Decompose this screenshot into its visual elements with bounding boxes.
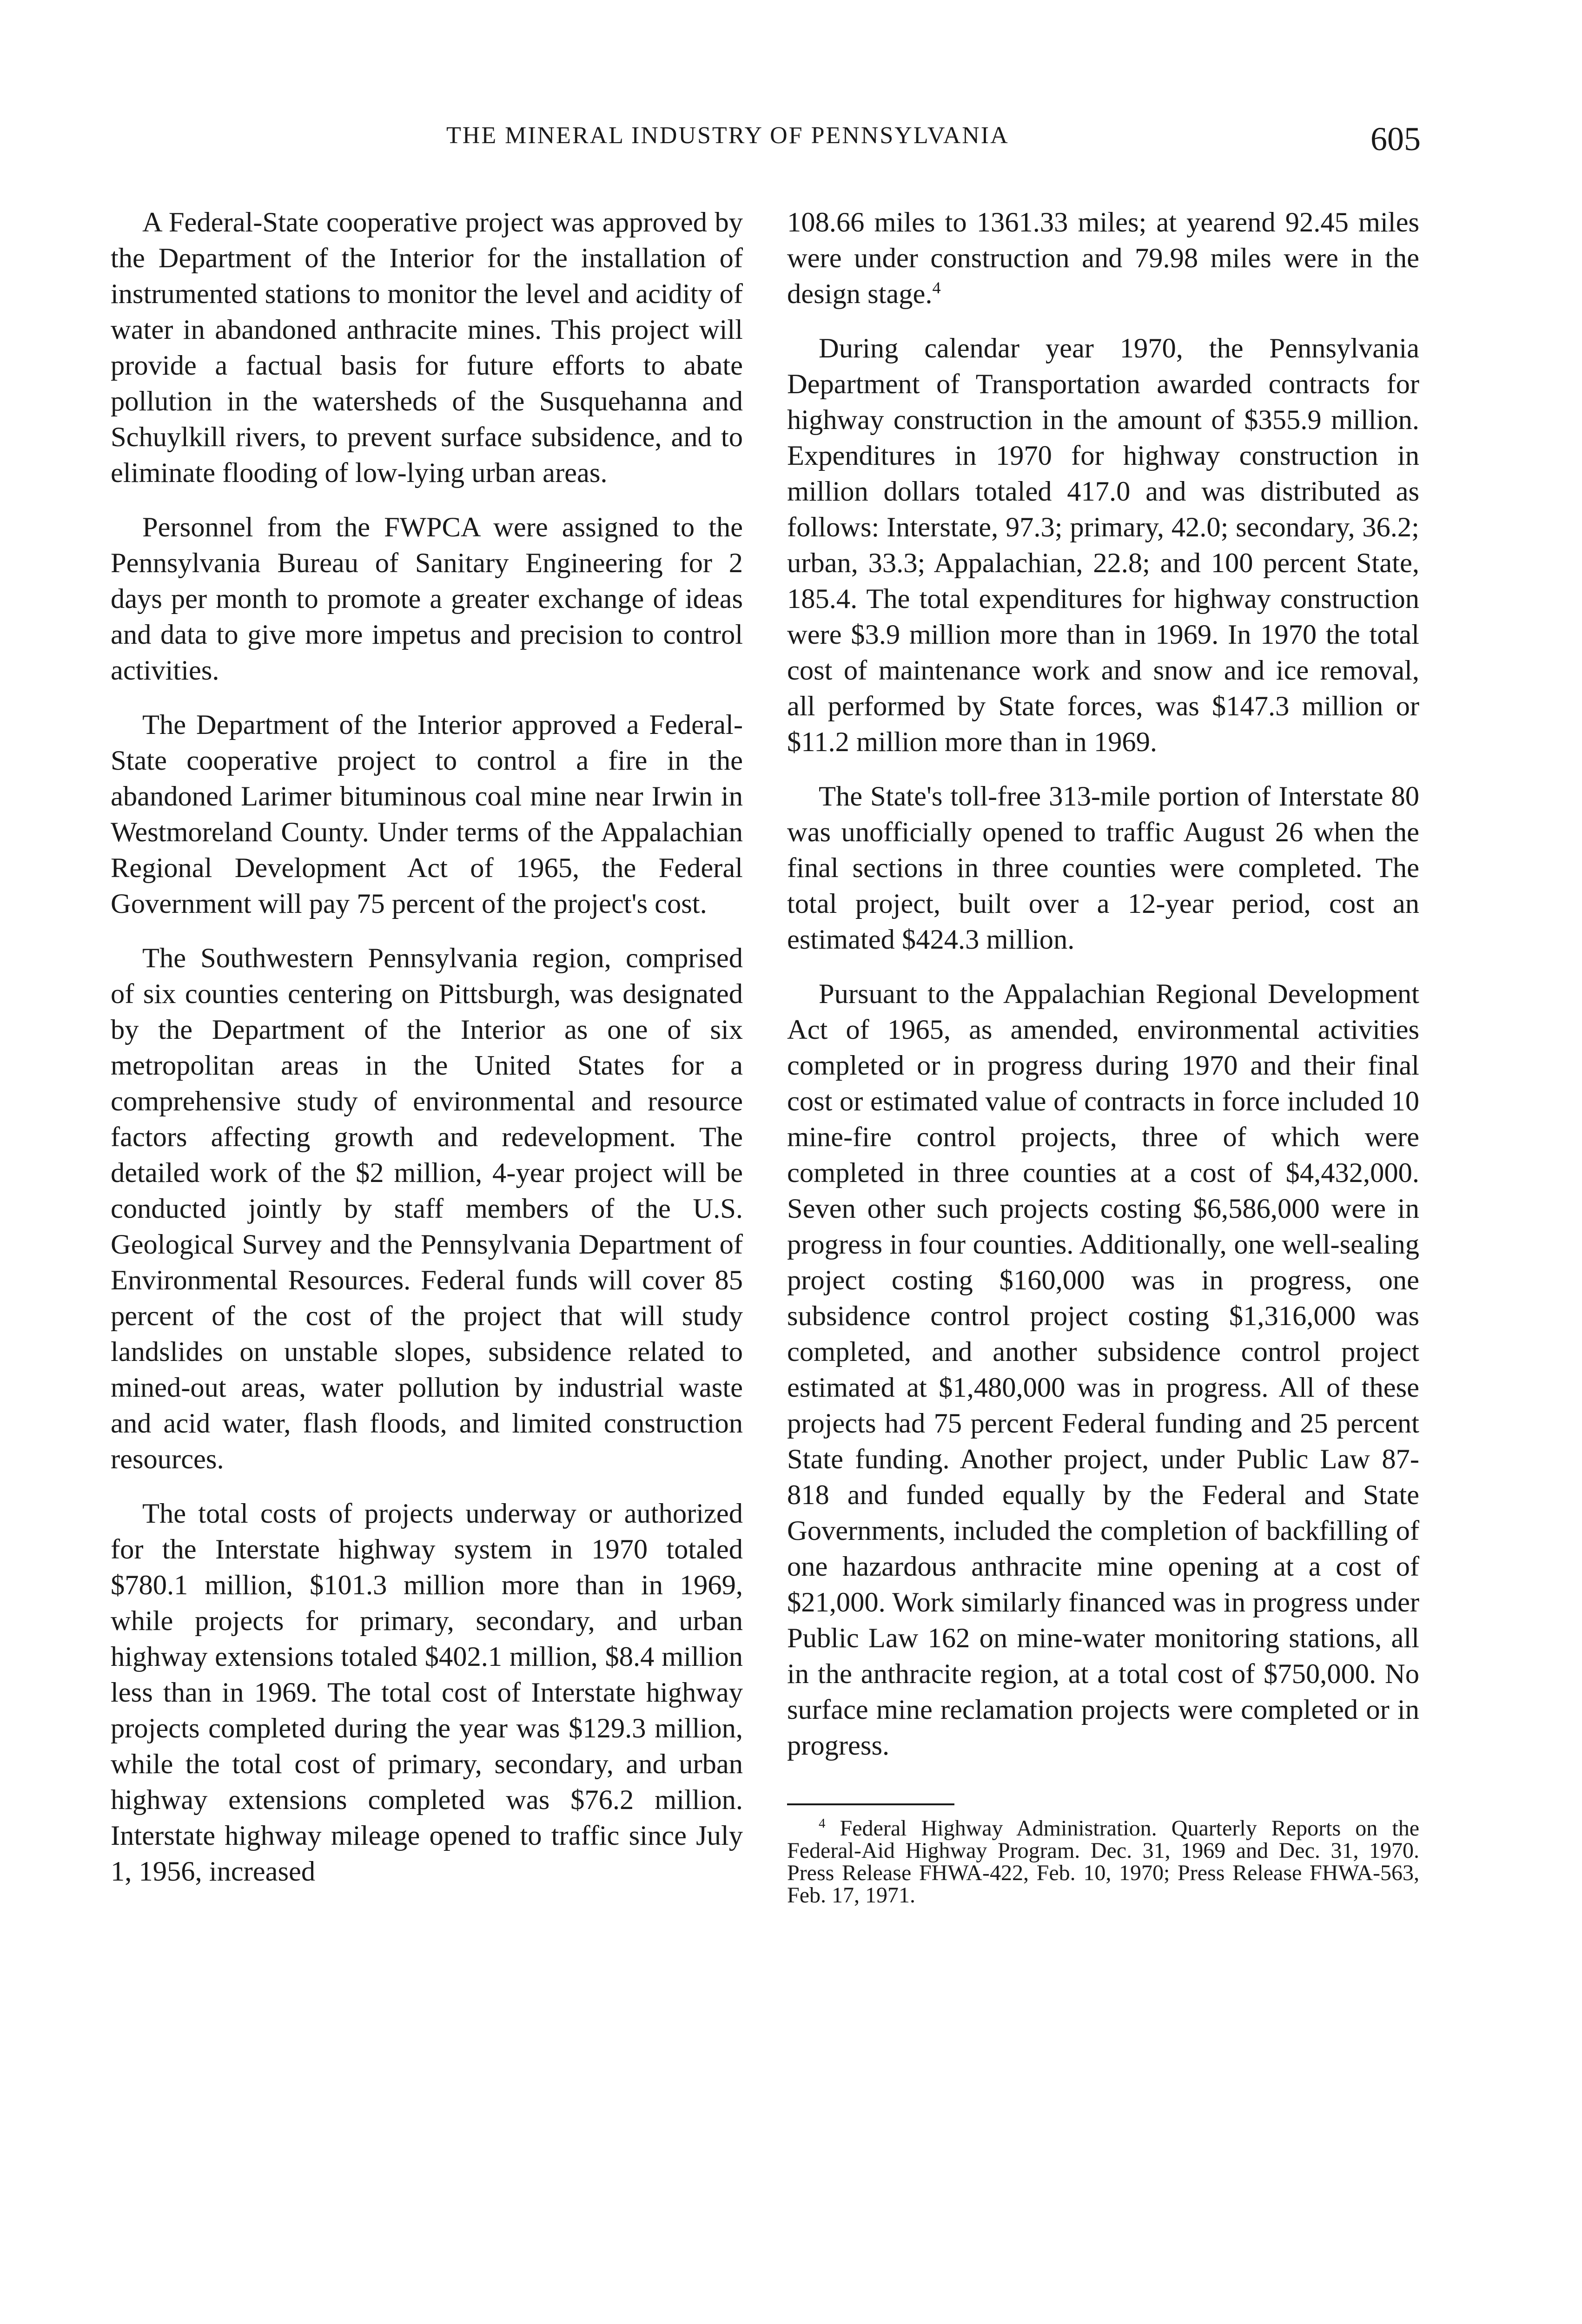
paragraph: The Department of the Interior approved a Federal-State cooperative project to control a fire in the abandoned Larimer bituminous coal mine near Irwin in Westmoreland County. Under terms of the Appalachian Regional Development Act of 1965, the Federal Government will pay 75 percent of the project's cost. — [111, 709, 743, 919]
paragraph: Personnel from the FWPCA were assigned to the Pennsylvania Bureau of Sanitary Engineering for 2 days per month to promote a greater exchange of ideas and data to give more impetus and precision to control activities. — [111, 512, 743, 686]
paragraph: Pursuant to the Appalachian Regional Development Act of 1965, as amended, environmental activities completed or in progress during 1970 and their final cost or estimated value of contracts in force included 10 mine-fire control projects, three of which were completed in three counties at a cost of $4,432,000. Seven other such projects costing $6,586,000 were in progress in four counties. Additionally, one well-sealing project costing $160,000 was in progress, one subsidence control project costing $1,316,000 was completed, and another subsidence control project estimated at $1,480,000 was in progress. All of these projects had 75 percent Federal funding and 25 percent State funding. Another project, under Public Law 87-818 and funded equally by the Federal and State Governments, included the completion of backfilling of one hazardous anthracite mine opening at a cost of $21,000. Work similarly financed was in progress under Public Law 162 on mine-water monitoring stations, all in the anthracite region, at a total cost of $750,000. No surface mine reclamation projects were completed or in progress. — [787, 978, 1419, 1761]
paragraph-text: 108.66 miles to 1361.33 miles; at yearend 92.45 miles were under construction and 79.98 miles were in the design stage. — [787, 207, 1419, 310]
right-column — [787, 205, 1419, 1907]
footnote-text: Federal Highway Administration. Quarterly Reports on the Federal-Aid Highway Program. Dec. 31, 1969 and Dec. 31, 1970. Press Release FHWA-422, Feb. 10, 1970; Press Release FHWA-563, Feb. 17, 1971. — [787, 1816, 1420, 1908]
page-number: 605 — [1370, 120, 1421, 158]
paragraph: The total costs of projects underway or authorized for the Interstate highway system in 1970 totaled $780.1 million, $101.3 million more than in 1969, while projects for primary, secondary, and urban highway extensions totaled $402.1 million, $8.4 million less than in 1969. The total cost of Interstate highway projects completed during the year was $129.3 million, while the total cost of primary, secondary, and urban highway extensions completed was $76.2 million. Interstate highway mileage opened to traffic since July 1, 1956, increased — [111, 1498, 743, 1887]
running-title: THE MINERAL INDUSTRY OF PENNSYLVANIA — [446, 122, 1009, 149]
paragraph: The Southwestern Pennsylvania region, comprised of six counties centering on Pittsburgh, was designated by the Department of the Interior as one of six metropolitan areas in the United States for a comprehensive study of environmental and resource factors affecting growth and redevelopment. The detailed work of the $2 million, 4-year project will be conducted jointly by staff members of the U.S. Geological Survey and the Pennsylvania Department of Environmental Resources. Federal funds will cover 85 percent of the cost of the project that will study landslides on unstable slopes, subsidence related to mined-out areas, water pollution by industrial waste and acid water, flash floods, and limited construction resources. — [111, 943, 743, 1475]
footnote — [787, 1817, 1419, 1907]
footnote-reference: 4 — [932, 278, 941, 297]
paragraph — [787, 205, 1419, 312]
paragraph: A Federal-State cooperative project was approved by the Department of the Interior for the installation of instrumented stations to monitor the level and acidity of water in abandoned anthracite mines. This project will provide a factual basis for future efforts to abate pollution in the watersheds of the Susquehanna and Schuylkill rivers, to prevent surface subsidence, and to eliminate flooding of low-lying urban areas. — [111, 207, 743, 489]
paragraph: The State's toll-free 313-mile portion of Interstate 80 was unofficially opened to traffic August 26 when the final sections in three counties were completed. The total project, built over a 12-year period, cost an estimated $424.3 million. — [787, 781, 1419, 955]
paragraph: During calendar year 1970, the Pennsylvania Department of Transportation awarded contracts for highway construction in the amount of $355.9 million. Expenditures in 1970 for highway construction in million dollars totaled 417.0 and was distributed as follows: Interstate, 97.3; primary, 42.0; secondary, 36.2; urban, 33.3; Appalachian, 22.8; and 100 percent State, 185.4. The total expenditures for highway construction were $3.9 million more than in 1969. In 1970 the total cost of maintenance work and snow and ice removal, all performed by State forces, was $147.3 million or $11.2 million more than in 1969. — [787, 333, 1419, 758]
footnote-mark: 4 — [819, 1816, 826, 1831]
left-column — [111, 205, 743, 1908]
footnote-divider — [787, 1803, 954, 1805]
